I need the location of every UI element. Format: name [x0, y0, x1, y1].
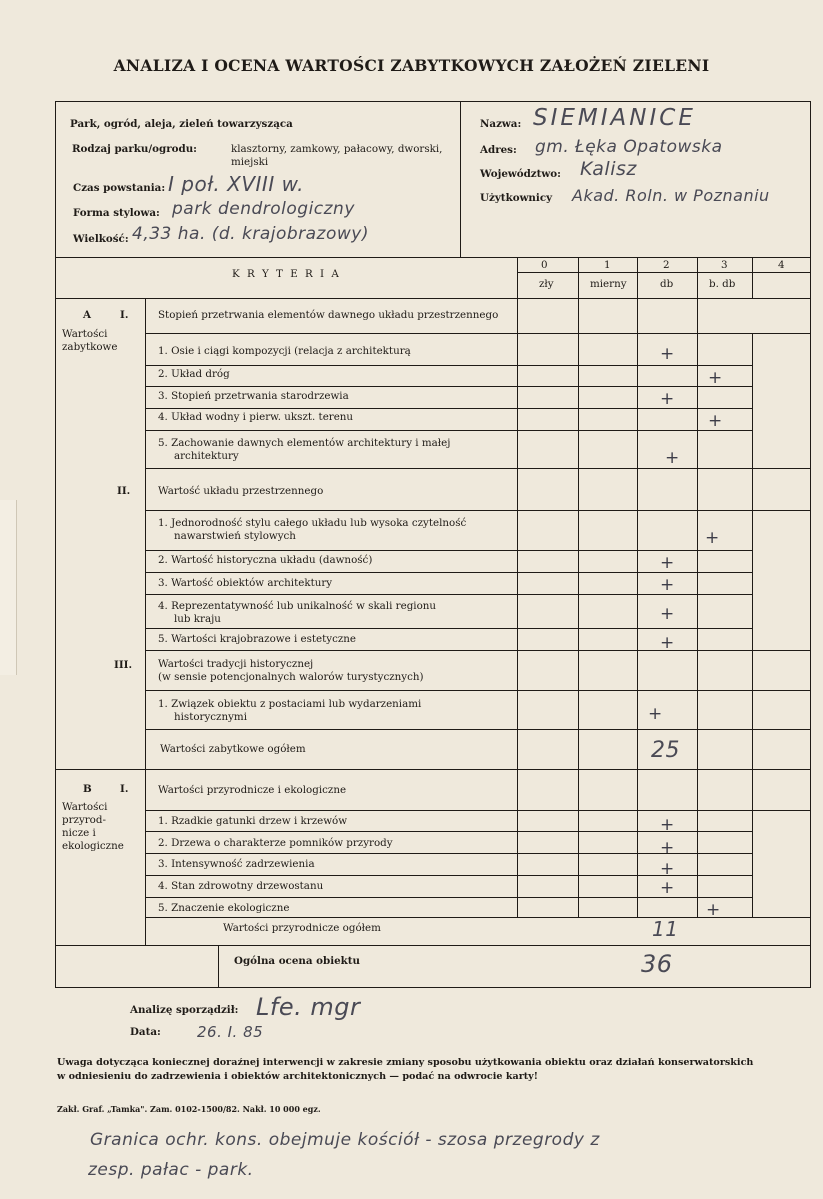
nazwa-label: Nazwa:	[480, 118, 522, 130]
paper-flap	[0, 500, 17, 675]
section-b-group-title: Wartości przyrodnicze i ekologiczne	[158, 784, 347, 796]
criterion-b-3: 3. Intensywność zadrzewienia	[158, 858, 315, 870]
czas-value: I poł. XVIII w.	[168, 172, 305, 196]
group-2-title: Wartość układu przestrzennego	[158, 485, 324, 497]
criteria-header-bottom-line	[56, 298, 810, 299]
section-a-bottom-line	[56, 769, 810, 770]
adres-value: gm. Łęka Opatowska	[535, 137, 723, 157]
overall-value: 36	[641, 950, 673, 978]
col-line-0	[517, 258, 518, 917]
section-a-letter: A	[83, 309, 91, 321]
group-3-title-1: Wartości tradycji historycznej	[158, 658, 314, 670]
score-mark-a1-3: +	[660, 389, 675, 409]
sporzadzil-value: Lfe. mgr	[256, 993, 361, 1021]
criterion-a2-3: 3. Wartość obiektów architektury	[158, 577, 333, 589]
row-line	[145, 510, 810, 511]
score-mark-a1-2: +	[708, 368, 723, 388]
score-word-3: b. db	[709, 278, 736, 290]
section-b-title-1: Wartości	[62, 801, 108, 813]
print-info: Zakł. Graf. „Tamka". Zam. 0102-1500/82. Nakł. 10 000 egz.	[57, 1104, 321, 1114]
section-b-total-label: Wartości przyrodnicze ogółem	[223, 922, 381, 934]
row-line	[145, 550, 752, 551]
section-column-line	[145, 298, 146, 946]
forma-label: Forma stylowa:	[73, 207, 160, 219]
group-3-roman: III.	[114, 659, 133, 671]
group-2-roman: II.	[117, 485, 131, 497]
col-line-4	[752, 258, 753, 298]
criterion-a1-4: 4. Układ wodny i pierw. ukszt. terenu	[158, 411, 354, 423]
row-line	[145, 386, 752, 387]
score-mark-b-1: +	[660, 815, 675, 835]
handwritten-note-1: Granica ochr. kons. obejmuje kościół - szosa przegrody z	[90, 1130, 600, 1150]
score-num-0: 0	[541, 259, 548, 271]
type-line: Park, ogród, aleja, zieleń towarzysząca	[70, 118, 293, 130]
score-num-3: 3	[721, 259, 728, 271]
criterion-a1-3: 3. Stopień przetrwania starodrzewia	[158, 390, 349, 402]
overall-label: Ogólna ocena obiektu	[234, 955, 361, 967]
score-num-2: 2	[663, 259, 670, 271]
group-1-title: Stopień przetrwania elementów dawnego układu przestrzennego	[158, 309, 499, 321]
uzytkownicy-label: Użytkownicy	[480, 192, 553, 204]
criterion-b-2: 2. Drzewa o charakterze pomników przyrody	[158, 837, 393, 849]
score-mark-a1-1: +	[660, 344, 675, 364]
section-b-letter: B	[83, 783, 92, 795]
score-mark-a2-5: +	[660, 633, 675, 653]
row-line	[56, 945, 810, 946]
score-mark-a2-2: +	[660, 553, 675, 573]
section-b-title-4: ekologiczne	[62, 840, 124, 852]
row-line	[145, 690, 810, 691]
section-a-title-1: Wartości	[62, 328, 108, 340]
section-a-roman: I.	[120, 309, 129, 321]
forma-value: park dendrologiczny	[172, 199, 355, 219]
intervention-note: Uwaga dotycząca koniecznej doraźnej interwencji w zakresie zmiany sposobu użytkowania obiektu oraz działań konserwatorskich	[57, 1057, 754, 1068]
score-mark-a1-5: +	[665, 448, 680, 468]
score-mark-b-4: +	[660, 878, 675, 898]
nazwa-value: SIEMIANICE	[533, 105, 696, 131]
data-label: Data:	[130, 1026, 161, 1038]
criterion-a1-5: 5. Zachowanie dawnych elementów architektury i małej	[158, 437, 451, 449]
page-title: ANALIZA I OCENA WARTOŚCI ZABYTKOWYCH ZAŁOŻEŃ ZIELENI	[113, 56, 710, 75]
section-b-title-3: nicze i	[62, 827, 96, 839]
criterion-a2-1: 1. Jednorodność stylu całego układu lub wysoka czytelność	[158, 517, 467, 529]
score-num-1: 1	[604, 259, 611, 271]
criterion-a3-1-cont: historycznymi	[174, 711, 247, 723]
criterion-b-5: 5. Znaczenie ekologiczne	[158, 902, 290, 914]
score-word-1: mierny	[590, 278, 627, 290]
score-mark-a2-4: +	[660, 604, 675, 624]
score-mark-a1-4: +	[708, 411, 723, 431]
criteria-label: K R Y T E R I A	[232, 268, 341, 280]
criterion-a2-4: 4. Reprezentatywność lub unikalność w skali regionu	[158, 600, 437, 612]
criterion-a2-1-cont: nawarstwień stylowych	[174, 530, 296, 542]
row-line	[145, 810, 810, 811]
row-line	[145, 365, 752, 366]
sporzadzil-label: Analizę sporządził:	[130, 1004, 239, 1016]
section-a-total-label: Wartości zabytkowe ogółem	[160, 743, 306, 755]
criterion-a2-5: 5. Wartości krajobrazowe i estetyczne	[158, 633, 356, 645]
wielkosc-value: 4,33 ha. (d. krajobrazowy)	[132, 224, 369, 244]
score-word-0: zły	[539, 278, 554, 290]
section-b-roman: I.	[120, 783, 129, 795]
score-word-2: db	[660, 278, 674, 290]
criterion-a3-1: 1. Związek obiektu z postaciami lub wydarzeniami	[158, 698, 422, 710]
row-line	[145, 430, 752, 431]
criterion-a1-5-cont: architektury	[174, 450, 239, 462]
overall-left-line	[218, 945, 219, 988]
score-mark-b-5: +	[706, 900, 721, 920]
criterion-a2-2: 2. Wartość historyczna układu (dawność)	[158, 554, 373, 566]
wielkosc-label: Wielkość:	[73, 233, 129, 245]
intervention-note-2: w odniesieniu do zadrzewienia i obiektów architektonicznych — podać na odwrocie karty!	[57, 1071, 538, 1082]
header-divider	[460, 102, 461, 258]
score-mark-a3-1: +	[648, 704, 663, 724]
section-b-title-2: przyrod-	[62, 814, 106, 826]
row-line	[145, 650, 810, 651]
col-line-1	[578, 258, 579, 917]
row-line	[145, 468, 810, 469]
group-3-title-2: (w sensie potencjonalnych walorów turystycznych)	[158, 671, 424, 683]
wojewodztwo-label: Województwo:	[480, 168, 561, 180]
adres-label: Adres:	[480, 144, 517, 156]
criterion-a2-4-cont: lub kraju	[174, 613, 221, 625]
row-line	[145, 333, 810, 334]
score-header-mid-line	[517, 272, 810, 273]
handwritten-note-2: zesp. pałac - park.	[88, 1160, 254, 1180]
czas-label: Czas powstania:	[73, 182, 166, 194]
score-mark-a2-1: +	[705, 528, 720, 548]
row-line	[145, 628, 752, 629]
wojewodztwo-value: Kalisz	[580, 158, 637, 180]
score-num-4: 4	[778, 259, 785, 271]
rodzaj-label: Rodzaj parku/ogrodu:	[72, 143, 197, 155]
rodzaj-options-1: klasztorny, zamkowy, pałacowy, dworski,	[231, 143, 443, 155]
col-line-2	[637, 258, 638, 917]
criterion-b-1: 1. Rzadkie gatunki drzew i krzewów	[158, 815, 348, 827]
col-line-4-items	[752, 333, 753, 917]
criterion-b-4: 4. Stan zdrowotny drzewostanu	[158, 880, 324, 892]
criterion-a1-2: 2. Układ dróg	[158, 368, 230, 380]
col-line-3	[697, 258, 698, 917]
section-a-title-2: zabytkowe	[62, 341, 118, 353]
score-mark-a2-3: +	[660, 575, 675, 595]
section-b-total-value: 11	[652, 917, 679, 941]
score-mark-b-3: +	[660, 859, 675, 879]
score-mark-b-2: +	[660, 838, 675, 858]
data-value: 26. I. 85	[197, 1023, 264, 1041]
uzytkownicy-value: Akad. Roln. w Poznaniu	[572, 186, 770, 205]
criterion-a1-1: 1. Osie i ciągi kompozycji (relacja z architekturą	[158, 345, 411, 357]
row-line	[145, 729, 810, 730]
section-a-total-value: 25	[651, 738, 680, 763]
rodzaj-options-2: miejski	[231, 156, 269, 168]
